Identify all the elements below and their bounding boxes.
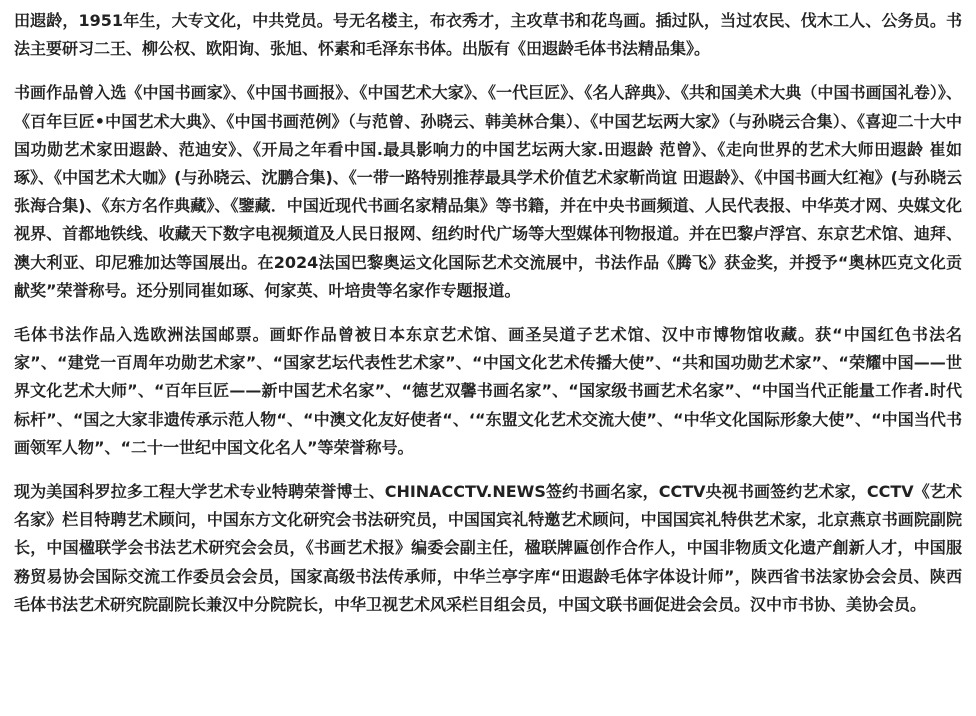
bio-paragraph-publications: 书画作品曾入选《中国书画家》、《中国书画报》、《中国艺术大家》、《一代巨匠》、《名人辞典》、《共和国美术大典（中国书画国礼卷）》、《百年巨匠•中国艺术大典》、《中国书画范例》（与范曾、孙晓云、韩美林合集）、《中国艺坛两大家》（与孙晓云合集）、《喜迎二十大中国功勋艺术家田遐龄、范迪安》、《开局之年看中国.最具影响力的中国艺坛两大家.田遐龄 范曾》、《走向世界的艺术大师田遐龄 崔如琢》、《中国艺术大咖》(与孙晓云、沈鹏合集)、《一带一路特别推荐最具学术价值艺术家靳尚谊 田遐龄》、《中国书画大红袍》(与孙晓云 张海合集)、《东方名作典藏》、《鑒藏．中国近现代书画名家精品集》等书籍，并在中央书画频道、人民代表报、中华英才网、央媒文化视界、首都地铁线、收藏天下数字电视频道及人民日报网、纽约时代广场等大型媒体刊物报道。并在巴黎卢浮宫、东京艺术馆、迪拜、澳大利亚、印尼雅加达等国展出。在2024法国巴黎奥运文化国际艺术交流展中，书法作品《腾飞》获金奖，并授予“奥林匹克文化贡献奖”荣誉称号。还分别同崔如琢、何家英、叶培贵等名家作专题报道。: [14, 83, 962, 300]
bio-paragraph-intro: 田遐龄，1951年生，大专文化，中共党员。号无名楼主，布衣秀才，主攻草书和花鸟画。插过队，当过农民、伐木工人、公务员。书法主要研习二王、柳公权、欧阳询、张旭、怀素和毛泽东书体。出版有《田遐龄毛体书法精品集》。: [14, 11, 962, 59]
bio-paragraph-positions: 现为美国科罗拉多工程大学艺术专业特聘荣誉博士、CHINACCTV.NEWS签约书画名家，CCTV央视书画签约艺术家，CCTV《艺术名家》栏目特聘艺术顾问，中国东方文化研究会书法研究员，中国国宾礼特邀艺术顾问，中国国宾礼特供艺术家，北京燕京书画院副院长，中国楹联学会书法艺术研究会会员，《书画艺术报》编委会副主任，楹联牌匾创作合作人，中国非物质文化遗产創新人才，中国服務贸易协会国际交流工作委员会会员，国家高级书法传承师，中华兰亭字库“田遐龄毛体字体设计师”，陕西省书法家协会会员、陕西毛体书法艺术研究院副院长兼汉中分院院长，中华卫视艺术风采栏目组会员，中国文联书画促进会会员。汉中市书协、美协会员。: [14, 482, 962, 614]
bio-paragraph-honors: 毛体书法作品入选欧洲法国邮票。画虾作品曾被日本东京艺术馆、画圣吴道子艺术馆、汉中市博物馆收藏。获“中国红色书法名家”、“建党一百周年功勋艺术家”、“国家艺坛代表性艺术家”、“中国文化艺术传播大使”、“共和国功勋艺术家”、“荣耀中国——世界文化艺术大师”、“百年巨匠——新中国艺术名家”、“德艺双馨书画名家”、“国家级书画艺术名家”、“中国当代正能量工作者.时代标杆”、“国之大家非遗传承示范人物“、“中澳文化友好使者“、‘“东盟文化艺术交流大使”、“中华文化国际形象大使”、“中国当代书画领军人物”、“二十一世纪中国文化名人”等荣誉称号。: [14, 325, 962, 457]
